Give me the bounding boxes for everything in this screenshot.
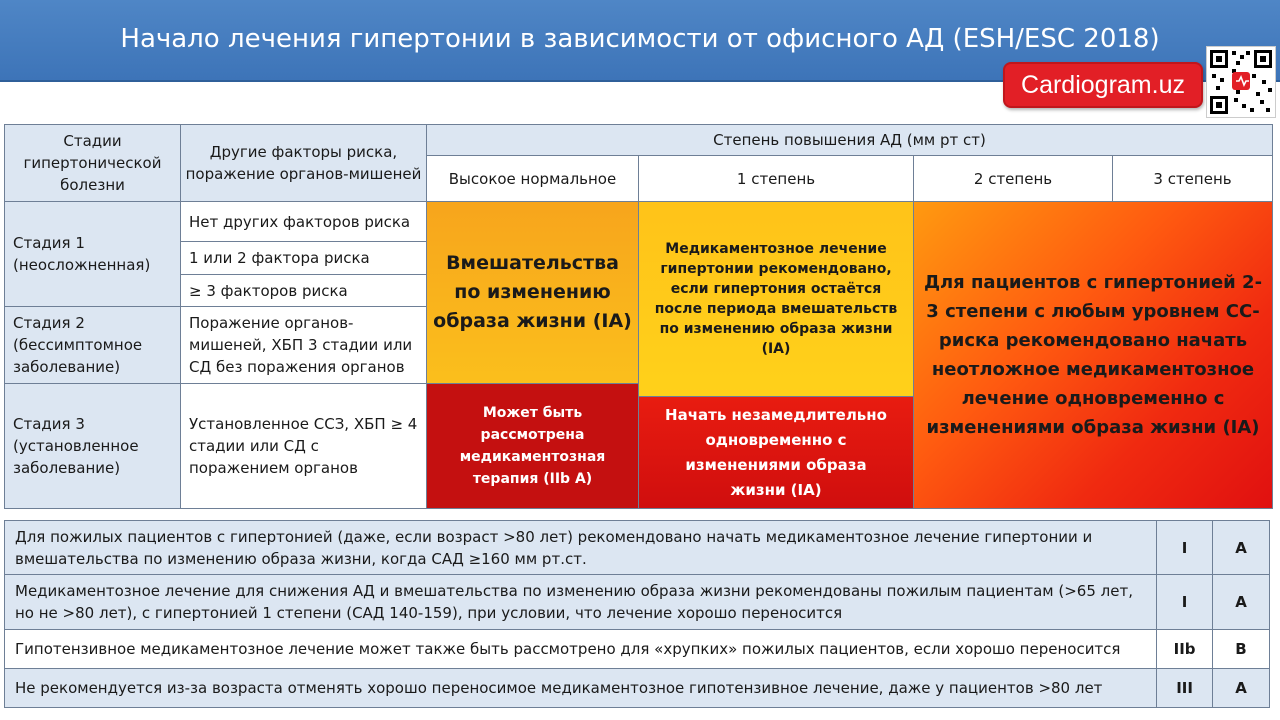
recommendation-text: Медикаментозное лечение для снижения АД и вмешательства по изменению образа жизни рекомендованы пожилым пациентам (>65 лет, но не >80 лет), с гипертонией 1 степени (САД 140-159), при условии, что лечение хорошо переносится <box>5 575 1157 629</box>
risk-none: Нет других факторов риска <box>180 201 427 242</box>
col-header-bp: Степень повышения АД (мм рт ст) <box>426 124 1273 156</box>
start-immediately-cell: Начать незамедлительно одновременно с изменениями образа жизни (IA) <box>638 396 914 509</box>
recommendation-class: I <box>1157 575 1213 629</box>
risk-3-plus: ≥ 3 факторов риска <box>180 274 427 307</box>
recommendation-text: Не рекомендуется из-за возраста отменять хорошо переносимое медикаментозное гипотензивное лечение, даже у пациентов >80 лет <box>5 669 1157 707</box>
evidence-level: A <box>1235 679 1247 697</box>
table-row <box>4 520 1270 575</box>
qr-code-icon <box>1206 46 1276 118</box>
grade-3: 3 степень <box>1112 155 1273 202</box>
treatment-table <box>4 124 1273 509</box>
table-row <box>4 629 1270 669</box>
drug-recommended-cell: Медикаментозное лечение гипертонии рекомендовано, если гипертония остаётся после периода вмешательств по изменению образа жизни (IA) <box>638 201 914 397</box>
recommendation-class: IIb <box>1157 630 1213 668</box>
recommendation-class: I <box>1157 521 1213 574</box>
page-title: Начало лечения гипертонии в зависимости от офисного АД (ESH/ESC 2018) <box>120 24 1160 54</box>
risk-established-cvd: Установленное ССЗ, ХБП ≥ 4 стадии или СД с поражением органов <box>180 383 427 509</box>
recommendation-text: Для пожилых пациентов с гипертонией (даже, если возраст >80 лет) рекомендовано начать медикаментозное лечение гипертонии и вмешательства по изменению образа жизни, когда САД ≥160 мм рт.ст. <box>5 521 1157 574</box>
brand-logo[interactable]: Cardiogram.uz <box>1003 62 1203 108</box>
risk-1-2: 1 или 2 фактора риска <box>180 241 427 275</box>
evidence-level: A <box>1235 538 1247 557</box>
grade-2-3-treatment-cell: Для пациентов с гипертонией 2-3 степени с любым уровнем СС-риска рекомендовано начать неотложное медикаментозное лечение одновременно с изменениями образа жизни (IA) <box>913 201 1273 509</box>
grade-1: 1 степень <box>638 155 914 202</box>
evidence-level: B <box>1235 640 1247 658</box>
lifestyle-intervention-cell: Вмешательства по изменению образа жизни (IA) <box>426 201 639 384</box>
col-header-risk: Другие факторы риска, поражение органов-мишеней <box>180 124 427 202</box>
stage-1: Стадия 1 (неосложненная) <box>4 201 181 307</box>
recommendation-class: III <box>1157 669 1213 707</box>
table-row <box>4 668 1270 708</box>
grade-2: 2 степень <box>913 155 1113 202</box>
maybe-drug-therapy-cell: Может быть рассмотрена медикаментозная терапия (IIb A) <box>426 383 639 509</box>
risk-organ-damage: Поражение органов-мишеней, ХБП 3 стадии или СД без поражения органов <box>180 306 427 384</box>
stage-2: Стадия 2 (бессимптомное заболевание) <box>4 306 181 384</box>
recommendation-text: Гипотензивное медикаментозное лечение может также быть рассмотрено для «хрупких» пожилых пациентов, если хорошо переносится <box>5 630 1157 668</box>
evidence-level: A <box>1235 593 1247 611</box>
col-header-stage: Стадии гипертонической болезни <box>4 124 181 202</box>
recommendations-table <box>4 520 1270 708</box>
table-row <box>4 574 1270 630</box>
grade-high-normal: Высокое нормальное <box>426 155 639 202</box>
stage-3: Стадия 3 (установленное заболевание) <box>4 383 181 509</box>
